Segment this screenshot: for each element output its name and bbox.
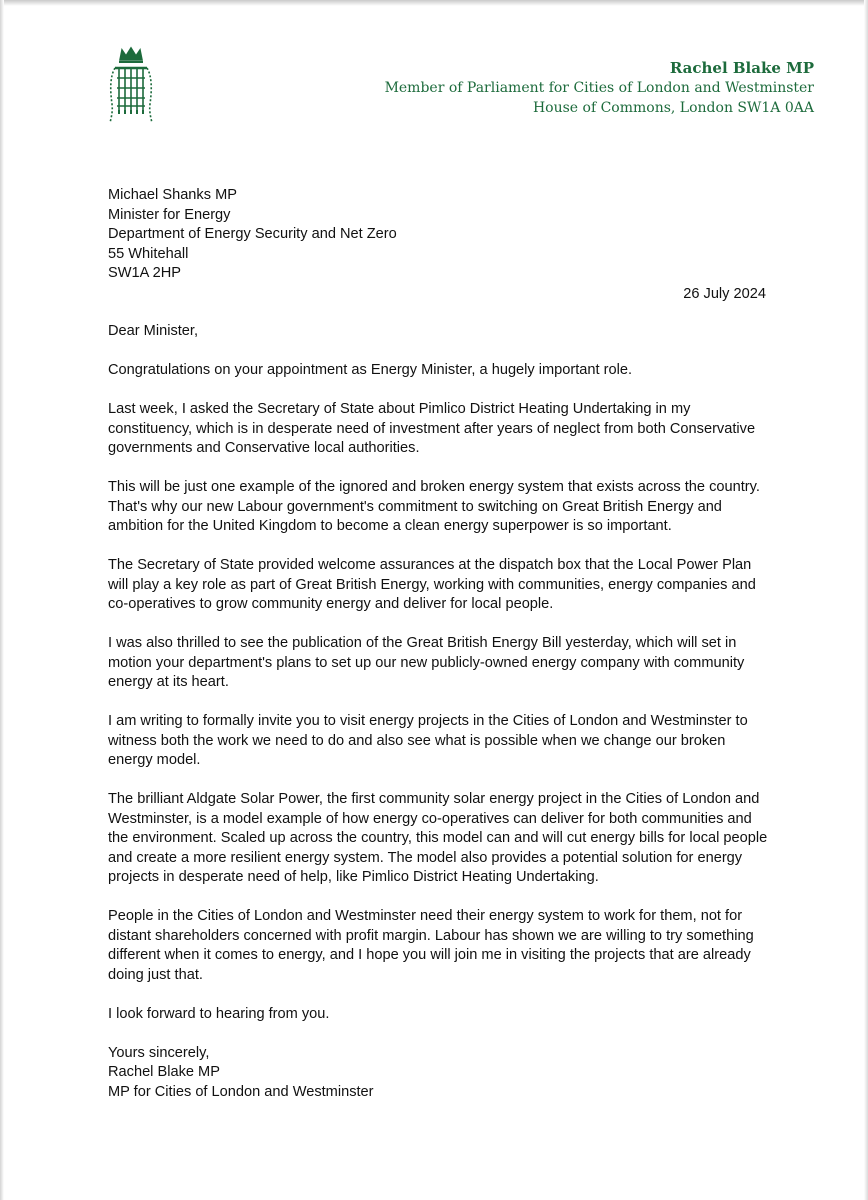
paragraph: I am writing to formally invite you to visit energy projects in the Cities of London and Westminster to witness both the work we need to do and also see what is possible when we change our broken energy model. bbox=[108, 713, 748, 768]
sender-role: Member of Parliament for Cities of London and Westminster bbox=[384, 80, 814, 96]
letter-date: 26 July 2024 bbox=[683, 286, 766, 302]
paragraph: The brilliant Aldgate Solar Power, the first community solar energy project in the Cities of London and Westminster, is a model example of how energy co-operatives can deliver for both communities and the environment. Scaled up across the country, this model can and will cut energy bills for local people and create a more resilient energy system. The model also provides a potential solution for energy projects in desperate need of help, like Pimlico District Heating Undertaking. bbox=[108, 791, 768, 885]
paragraph: I was also thrilled to see the publication of the Great British Energy Bill yesterday, which will set in motion your department's plans to set up our new publicly-owned energy company with community energy at its heart. bbox=[108, 635, 745, 690]
letterhead bbox=[385, 58, 814, 118]
valediction: Yours sincerely, bbox=[108, 1044, 210, 1061]
paragraph: This will be just one example of the ignored and broken energy system that exists across the country. That's why our new Labour government's commitment to switching on Great British Energy and ambition for the United Kingdom to become a clean energy superpower is so important. bbox=[108, 479, 760, 534]
recipient-name: Michael Shanks MP bbox=[108, 187, 237, 203]
recipient-department: Department of Energy Security and Net Zero bbox=[108, 226, 397, 242]
recipient-address-block bbox=[108, 186, 728, 284]
salutation: Dear Minister, bbox=[108, 323, 199, 339]
paragraph: Last week, I asked the Secretary of State about Pimlico District Heating Undertaking in my constituency, which is in desperate need of investment after years of neglect from both Conservative governments and Conservative local authorities. bbox=[108, 401, 756, 456]
portcullis-icon bbox=[108, 46, 154, 126]
recipient-postcode: SW1A 2HP bbox=[108, 265, 181, 281]
sender-name: Rachel Blake MP bbox=[669, 59, 814, 77]
paragraph: The Secretary of State provided welcome assurances at the dispatch box that the Local Power Plan will play a key role as part of Great British Energy, working with communities, energy companies and co-operatives to grow community energy and deliver for local people. bbox=[108, 557, 756, 612]
recipient-title: Minister for Energy bbox=[108, 206, 231, 223]
paragraph: Congratulations on your appointment as Energy Minister, a hugely important role. bbox=[108, 362, 633, 378]
closing-block bbox=[108, 1044, 768, 1103]
letter-body bbox=[108, 322, 768, 1102]
paragraph: I look forward to hearing from you. bbox=[108, 1005, 330, 1022]
page-edge-shadow-top bbox=[0, 0, 868, 6]
page-edge-shadow-left bbox=[0, 0, 4, 1200]
signatory-role: MP for Cities of London and Westminster bbox=[108, 1083, 374, 1100]
sender-address: House of Commons, London SW1A 0AA bbox=[532, 100, 814, 116]
paragraph: People in the Cities of London and Westminster need their energy system to work for them, not for distant shareholders concerned with profit margin. Labour has shown we are willing to try something different when it comes to energy, and I hope you will join me in visiting the projects that are already doing just that. bbox=[108, 908, 754, 983]
signatory-name: Rachel Blake MP bbox=[108, 1064, 220, 1080]
recipient-street: 55 Whitehall bbox=[108, 245, 189, 262]
page-edge-shadow-right bbox=[864, 0, 868, 1200]
